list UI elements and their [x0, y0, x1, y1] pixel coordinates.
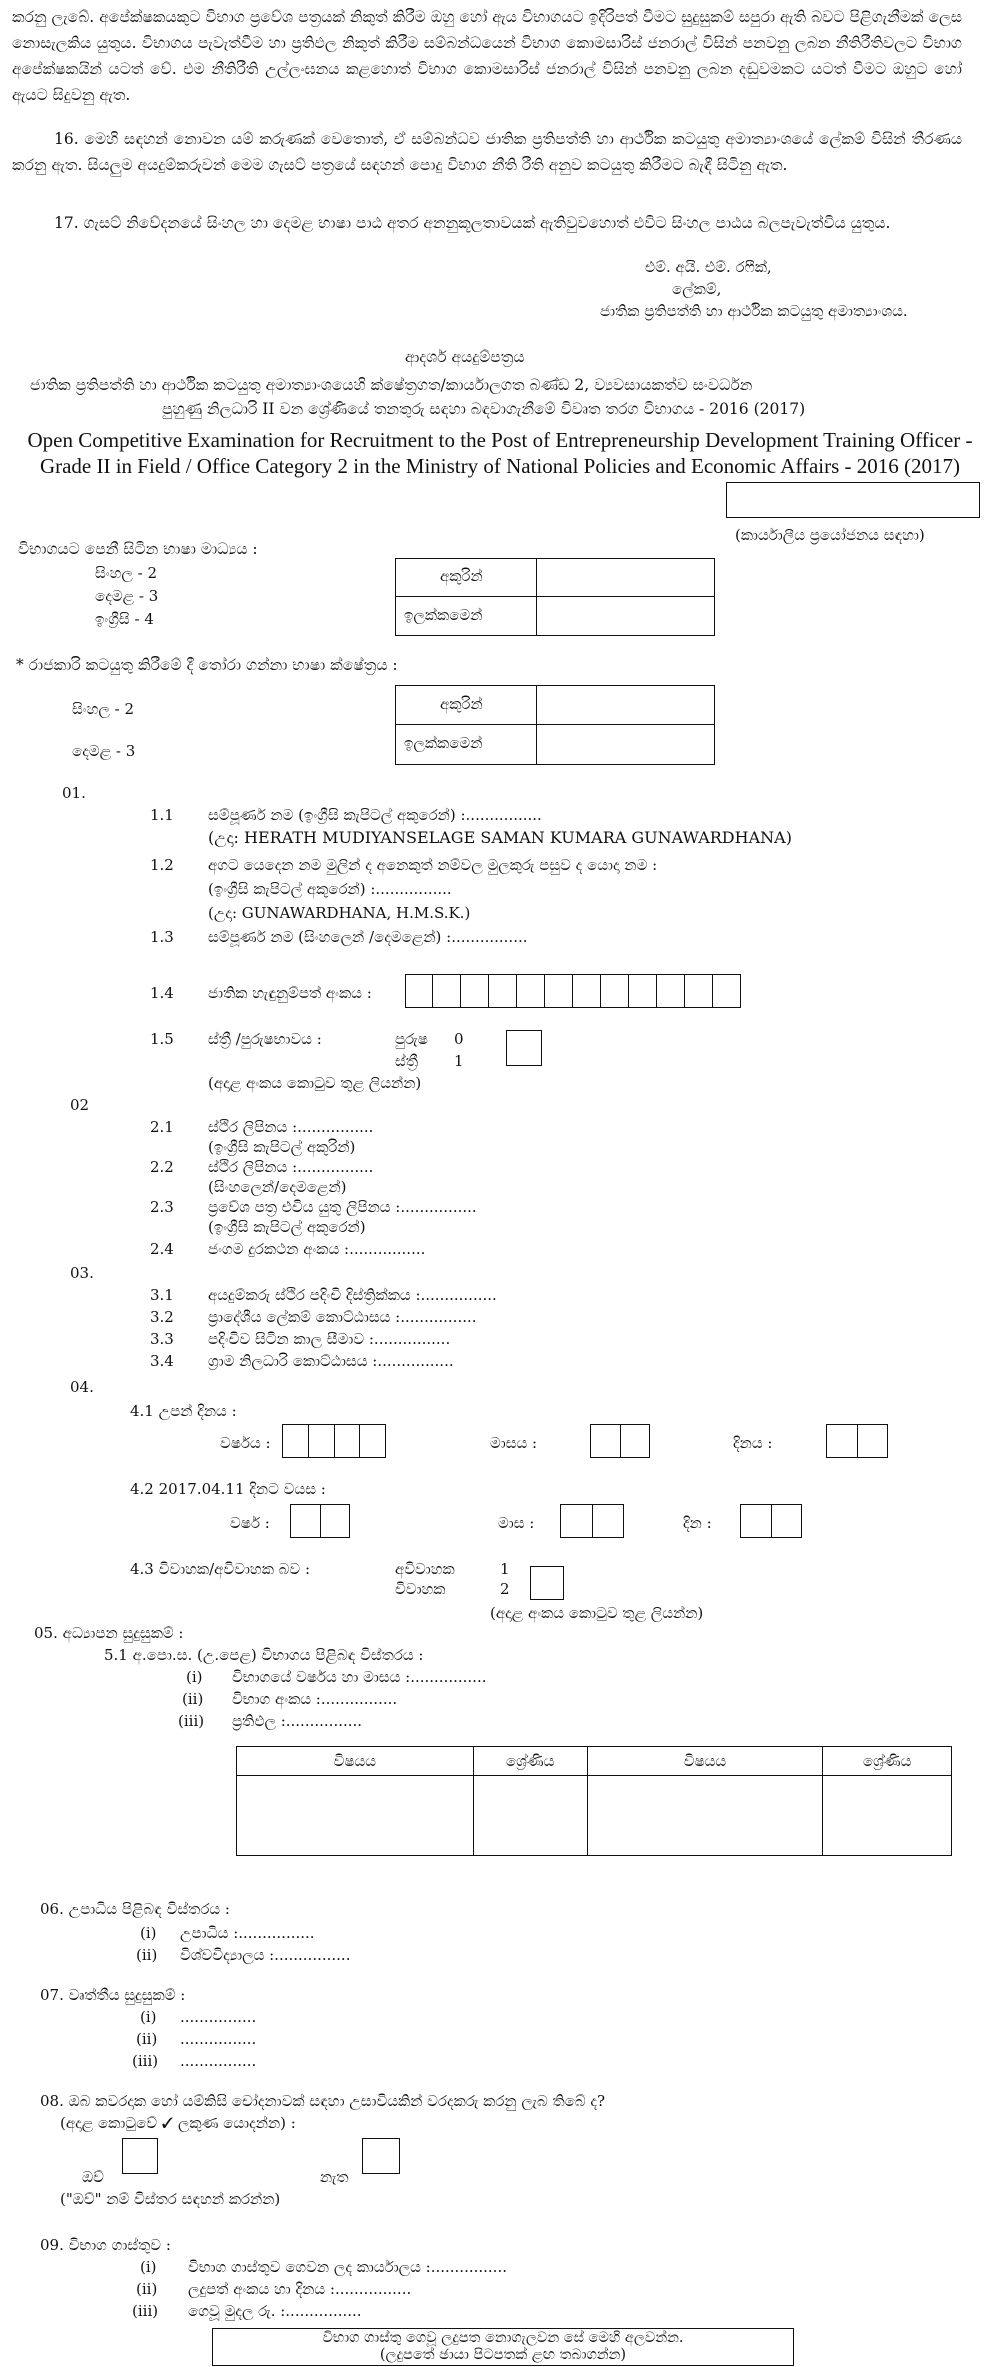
admission-address-field[interactable]: ප්‍රවේශ පත්‍ර එවිය යුතු ලිපිනය :................ [208, 1198, 477, 1216]
al-item-ii-number: (ii) [182, 1690, 204, 1708]
medium-in-letters-field[interactable] [537, 559, 714, 595]
fee-item-iii-number: (iii) [132, 2302, 159, 2320]
married-code: 2 [500, 1580, 510, 1598]
age-years-field[interactable] [290, 1504, 350, 1538]
age-months-label: මාස : [498, 1514, 535, 1532]
duty-language-label: * රාජකාරි කටයුතු කිරීමේ දී තෝරා ගන්නා භාෂා ක්ෂේත්‍රය : [16, 656, 398, 674]
results-cell-subject-2[interactable] [587, 1776, 823, 1856]
medium-option-tamil: දෙමළ - 3 [95, 587, 159, 605]
medium-in-numbers-label: ඉලක්කමෙන් [404, 606, 483, 624]
marital-status-label: 4.3 විවාහක/අවිවාහක බව : [130, 1560, 310, 1578]
marital-status-note: (අදාළ අංකය කොටුව තුළ ලියන්න) [490, 1604, 704, 1622]
section-09-heading: 09. විභාග ගාස්තුව : [40, 2236, 171, 2254]
english-title-line-2: Grade II in Field / Office Category 2 in the Ministry of National Policies and Economic Affairs - 2016 (2017) [39, 454, 961, 478]
dob-year-field[interactable] [282, 1424, 386, 1458]
item-3-2-number: 3.2 [150, 1308, 174, 1326]
al-item-i-number: (i) [186, 1668, 203, 1686]
permanent-address-sinhala-note: (සිංහලෙන්/දෙමළෙන්) [208, 1178, 347, 1196]
unmarried-code: 1 [500, 1560, 510, 1578]
age-label: 4.2 2017.04.11 දිනට වයස : [130, 1480, 326, 1498]
results-cell-subject-1[interactable] [237, 1776, 474, 1856]
professional-qualification-1-field[interactable]: ................ [180, 2008, 257, 2026]
section-07-heading: 07. වෘත්තීය සුදුසුකම් : [40, 1986, 186, 2004]
degree-field[interactable]: උපාධිය :................ [180, 1924, 315, 1942]
name-with-initials-label: අගට යෙදෙන නම මුලින් ද අනෙකුත් නම්වල මුලකුරු පසුව ද යොදා නම : [208, 856, 658, 874]
al-results-label: ප්‍රතිඵල :................ [232, 1712, 363, 1730]
results-cell-grade-1[interactable] [473, 1776, 587, 1856]
professional-item-iii-number: (iii) [132, 2052, 159, 2070]
office-use-box[interactable] [726, 482, 980, 518]
duty-language-option-tamil: දෙමළ - 3 [72, 742, 136, 760]
gender-code-box[interactable] [506, 1030, 542, 1066]
nic-cell-divider [432, 975, 433, 1007]
office-use-label: (කාර්යාලීය ප්‍රයෝජනය සඳහා) [735, 526, 925, 544]
gn-division-field[interactable]: ග්‍රාම නිලධාරි කොට්ඨාසය :................ [208, 1352, 454, 1370]
item-1-3-number: 1.3 [150, 928, 174, 946]
signature-ministry: ජාතික ප්‍රතිපත්ති හා ආර්ථික කටයුතු අමාත්‍යාංශය. [600, 302, 908, 320]
results-cell-grade-2[interactable] [823, 1776, 952, 1856]
nic-cell-divider [544, 975, 545, 1007]
item-2-2-number: 2.2 [150, 1158, 174, 1176]
permanent-address-english-field[interactable]: ස්ථිර ලිපිනය :................ [208, 1118, 374, 1136]
admission-address-note: (ඉංග්‍රීසි කැපිටල් අකුරෙන්) [208, 1218, 366, 1236]
item-3-4-number: 3.4 [150, 1352, 174, 1370]
unmarried-label: අවිවාහක [395, 1560, 455, 1578]
item-1-2-number: 1.2 [150, 856, 174, 874]
gender-male-label: පුරුෂ [395, 1030, 428, 1048]
section-05-heading: 05. අධ්‍යාපන සුදුසුකම් : [34, 1624, 184, 1642]
al-item-iii-number: (iii) [178, 1712, 205, 1730]
results-header-grade-2: ශ්‍රේණිය [823, 1747, 952, 1776]
section-01-number: 01. [62, 784, 86, 802]
dob-month-label: මාසය : [490, 1434, 538, 1452]
professional-qualification-3-field[interactable]: ................ [180, 2052, 257, 2070]
fee-office-field[interactable]: විභාග ගාස්තුව ගෙවන ලද කාර්යාලය :................ [188, 2258, 507, 2276]
divisional-secretariat-field[interactable]: ප්‍රාදේශීය ලේකම් කොට්ඨාසය :................ [208, 1308, 477, 1326]
medium-in-numbers-field[interactable] [537, 598, 714, 635]
nic-cell-divider [516, 975, 517, 1007]
item-3-3-number: 3.3 [150, 1330, 174, 1348]
dob-day-label: දිනය : [733, 1434, 773, 1452]
nic-cell-divider [712, 975, 713, 1007]
professional-item-ii-number: (ii) [136, 2030, 158, 2048]
duty-in-numbers-field[interactable] [537, 726, 714, 764]
district-field[interactable]: අයදුම්කරු ස්ථිර පදිංචි දිස්ත්‍රික්කය :................ [208, 1286, 497, 1304]
form-heading: ආදර්ශ අයදුම්පත්‍රය [405, 348, 525, 366]
nic-cell-divider [684, 975, 685, 1007]
conviction-yes-label: ඔව් [82, 2168, 104, 2186]
degree-item-i-number: (i) [140, 1924, 157, 1942]
gender-male-code: 0 [454, 1030, 464, 1048]
medium-in-letters-label: අකුරින් [440, 567, 483, 585]
item-1-1-number: 1.1 [150, 806, 174, 824]
english-title-line-1: Open Competitive Examination for Recruitment to the Post of Entrepreneurship Development Training Officer - [27, 428, 973, 452]
name-with-initials-example: (උදා: GUNAWARDHANA, H.M.S.K.) [208, 904, 471, 922]
duty-language-option-sinhala: සිංහල - 2 [72, 700, 134, 718]
age-months-field[interactable] [560, 1504, 624, 1538]
gender-female-label: ස්ත්‍රී [395, 1052, 418, 1070]
signature-title: ලේකම්, [672, 280, 722, 298]
paragraph-17: 17. ගැසට් නිවේදනයේ සිංහල හා දෙමළ භාෂා පාඨ අතර අනනුකූලතාවයක් ඇතිවුවහොත් එවිට සිංහල පාඨය බලපැවැත්විය යුතුය. [54, 214, 891, 232]
age-days-field[interactable] [740, 1504, 802, 1538]
receipt-number-date-field[interactable]: ලදුපත් අංකය හා දිනය :................ [188, 2280, 412, 2298]
al-index-number-field[interactable]: විභාග අංකය :................ [232, 1690, 398, 1708]
receipt-copy-note: (ලදුපතේ ඡායා පිටපතක් ළඟ තබාගන්න) [379, 2347, 627, 2363]
married-label: විවාහක [395, 1580, 446, 1598]
section-04-number: 04. [70, 1378, 94, 1396]
conviction-note: ("ඔව්" නම් විස්තර සඳහන් කරන්න) [60, 2190, 281, 2208]
section-02-number: 02 [70, 1096, 90, 1114]
conviction-hint: (අදාළ කොටුවේ ✓ ලකුණ යොදන්න) : [60, 2114, 296, 2132]
sinhala-title-line-1: ජාතික ප්‍රතිපත්ති හා ආර්ථික කටයුතු අමාත්‍යාංශයෙහි ක්ෂේත්‍රගත/කාර්යාලගත බණ්ඩ 2, ව්‍යවසායකත්ව සංවර්ධන [30, 376, 753, 394]
amount-paid-field[interactable]: ගෙවූ මුදල රු. :................ [188, 2302, 362, 2320]
al-exam-year-month-field[interactable]: විභාගයේ වර්ෂය හා මාසය :................ [232, 1668, 487, 1686]
section-06-heading: 06. උපාධිය පිළිබඳ විස්තරය : [40, 1900, 230, 1918]
item-3-1-number: 3.1 [150, 1286, 174, 1304]
conviction-no-label: නැත [320, 2168, 349, 2186]
age-years-label: වර්ෂ : [230, 1514, 270, 1532]
conviction-yes-box[interactable] [122, 2138, 158, 2174]
gender-label: ස්ත්‍රී /පුරුෂභාවය : [208, 1030, 322, 1048]
gender-note: (අදාළ අංකය කොටුව තුළ ලියන්න) [208, 1074, 422, 1092]
paragraph-16: 16. මෙහි සඳහන් නොවන යම් කරුණක් වෙතොත්, ඒ සම්බන්ධව ජාතික ප්‍රතිපත්ති හා ආර්ථික කටයුතු අමාත්‍යාංශයේ ලේකම් විසින් තීරණය කරනු ඇත. සියලුම අයදුම්කරුවන් මෙම ගැසට් පත්‍රයේ සඳහන් පොදු විභාග නීති රීති අනුව කටයුතු කිරීමට බැඳී සිටිනු ඇත. [12, 130, 962, 174]
conviction-question: 08. ඔබ කවරදාක හෝ යම්කිසි චෝදනාවක් සඳහා උසාවියකින් වරදකරු කරනු ලැබ තිබේ ද? [40, 2092, 606, 2110]
nic-label: ජාතික හැඳුනුම්පත් අංකය : [208, 984, 372, 1002]
medium-label: විභාගයට පෙනී සිටින භාෂා මාධ්‍යය : [18, 540, 258, 558]
results-table [236, 1746, 952, 1856]
nic-cell-divider [572, 975, 573, 1007]
nic-number-field[interactable] [405, 974, 741, 1008]
full-name-example: (උදා: HERATH MUDIYANSELAGE SAMAN KUMARA GUNAWARDHANA) [208, 828, 792, 847]
sinhala-title-line-2: පුහුණු නිලධාරි II වන ශ්‍රේණියේ තනතුරු සඳහා බඳවාගැනීමේ විවෘත තරග විභාගය - 2016 (2017) [162, 400, 806, 418]
nic-cell-divider [460, 975, 461, 1007]
item-2-1-number: 2.1 [150, 1118, 174, 1136]
results-header-subject-1: විෂයය [237, 1747, 474, 1776]
signature-name: එම්. අයි. එම්. රෆීක්, [645, 258, 772, 276]
medium-option-sinhala: සිංහල - 2 [95, 564, 157, 582]
age-days-label: දින : [683, 1514, 712, 1532]
receipt-paste-box[interactable] [212, 2328, 794, 2366]
item-2-3-number: 2.3 [150, 1198, 174, 1216]
duty-in-letters-field[interactable] [537, 686, 714, 723]
fee-item-ii-number: (ii) [136, 2280, 158, 2298]
duty-in-letters-label: අකුරින් [440, 695, 483, 713]
duty-language-entry-box [395, 685, 715, 765]
al-details-label: 5.1 අ.පො.ස. (උ.පෙළ) විභාගය පිළිබඳ විස්තරය : [104, 1646, 424, 1664]
mobile-number-field[interactable]: ජංගම දුරකථන අංකය :................ [208, 1240, 426, 1258]
nic-cell-divider [488, 975, 489, 1007]
medium-option-english: ඉංග්‍රීසි - 4 [95, 610, 154, 628]
name-with-initials-field[interactable]: (ඉංග්‍රීසි කැපිටල් අකුරෙන්) :................ [208, 880, 452, 898]
dob-label: 4.1 උපන් දිනය : [130, 1402, 237, 1420]
permanent-address-sinhala-field[interactable]: ස්ථිර ලිපිනය :................ [208, 1158, 374, 1176]
dob-day-field[interactable] [826, 1424, 888, 1458]
nic-cell-divider [600, 975, 601, 1007]
receipt-paste-instruction: විභාග ගාස්තු ගෙවූ ලදුපත නොගැලවන සේ මෙහි අලවන්න. [322, 2330, 684, 2346]
professional-item-i-number: (i) [140, 2008, 157, 2026]
medium-entry-box [395, 558, 715, 636]
item-1-4-number: 1.4 [150, 984, 174, 1002]
dob-year-label: වර්ෂය : [220, 1434, 271, 1452]
degree-item-ii-number: (ii) [136, 1946, 158, 1964]
item-1-5-number: 1.5 [150, 1030, 174, 1048]
marital-status-code-box[interactable] [530, 1566, 564, 1600]
fee-item-i-number: (i) [140, 2258, 157, 2276]
section-03-number: 03. [70, 1264, 94, 1282]
item-2-4-number: 2.4 [150, 1240, 174, 1258]
full-name-sinhala-field[interactable]: සම්පූර්ණ නම (සිංහලෙන් /දෙමළෙන්) :................ [208, 928, 528, 946]
results-header-grade-1: ශ්‍රේණිය [473, 1747, 587, 1776]
residence-period-field[interactable]: පදිංචිව සිටින කාල සීමාව :................ [208, 1330, 451, 1348]
results-header-subject-2: විෂයය [587, 1747, 823, 1776]
dob-month-field[interactable] [590, 1424, 650, 1458]
permanent-address-english-note: (ඉංග්‍රීසි කැපිටල් අකුරින්) [208, 1138, 356, 1156]
nic-cell-divider [628, 975, 629, 1007]
university-field[interactable]: විශ්වවිද්‍යාලය :................ [180, 1946, 351, 1964]
professional-qualification-2-field[interactable]: ................ [180, 2030, 257, 2048]
nic-cell-divider [656, 975, 657, 1007]
intro-paragraph: කරනු ලැබේ. අපේක්ෂකයකුට විභාග ප්‍රවේශ පත්‍රයක් නිකුත් කිරීම ඔහු හෝ ඇය විභාගයට ඉදිරිපත් වීමට සුදුසුකම් සපුරා ඇති බවට පිළිගැනීමක් ලෙස නොසැලකිය යුතුය. විභාගය පැවැත්වීම හා ප්‍රතිඵල නිකුත් කිරීම සම්බන්ධයෙන් විභාග කොමසාරිස් ජනරාල් විසින් පනවනු ලබන නීතිරීතිවලට විභාග අපේක්ෂකයින් යටත් වේ. එම නීතිරීති උල්ලංඝනය කළහොත් විභාග කොමසාරිස් ජනරාල් විසින් පනවනු ලබන දඬුවමකට යටත් වීමට ඔහුට හෝ ඇයට සිදුවනු ඇත. [12, 8, 962, 104]
conviction-no-box[interactable] [362, 2138, 400, 2174]
full-name-english-field[interactable]: සම්පූර්ණ නම (ඉංග්‍රීසි කැපිටල් අකුරෙන්) :................ [208, 806, 542, 824]
duty-in-numbers-label: ඉලක්කමෙන් [404, 734, 483, 752]
gender-female-code: 1 [454, 1052, 464, 1070]
